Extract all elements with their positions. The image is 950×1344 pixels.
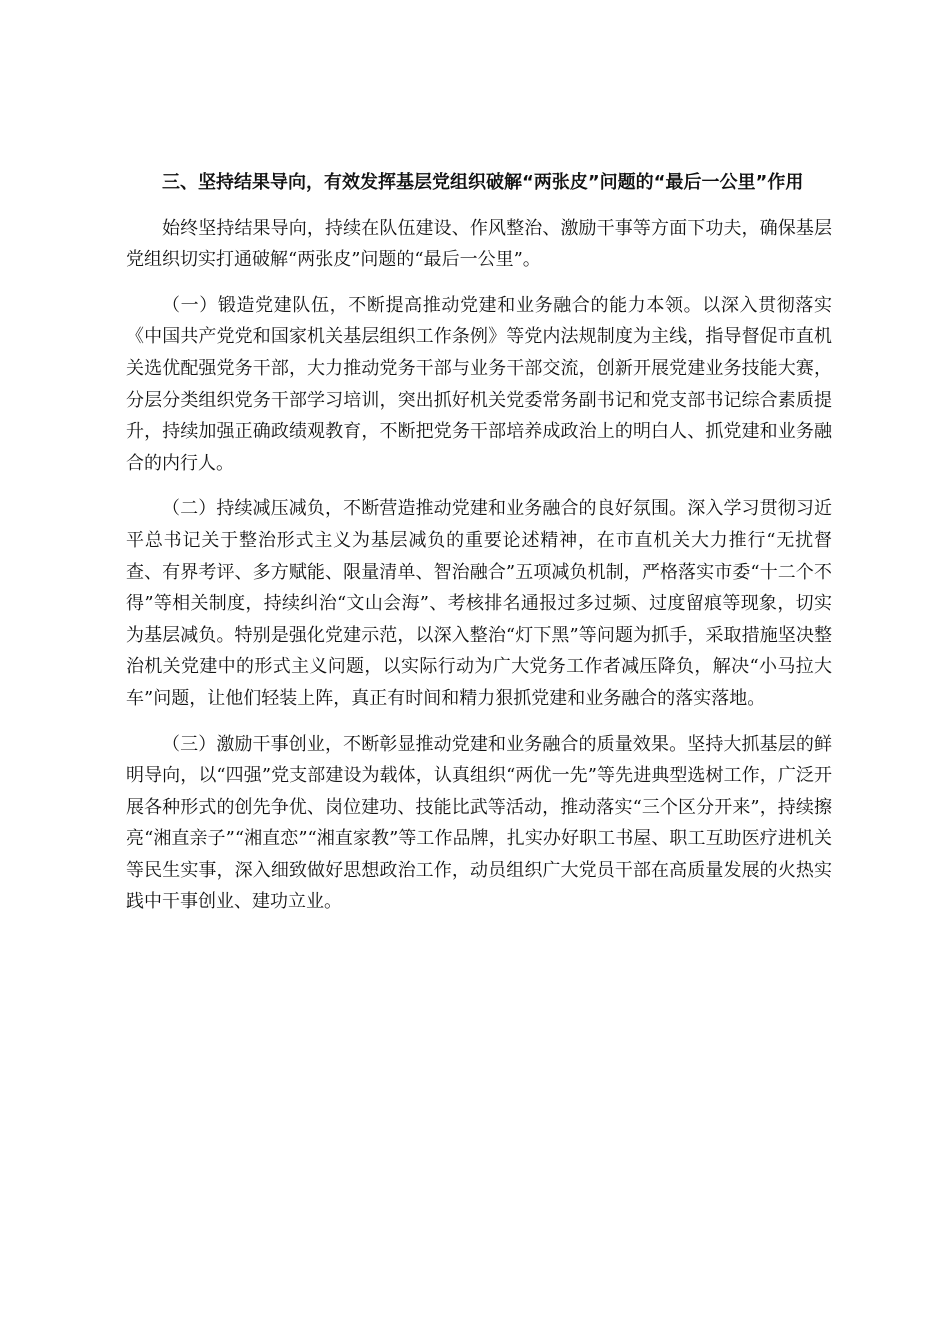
paragraph-3: （三）激励干事创业，不断彰显推动党建和业务融合的质量效果。坚持大抓基层的鲜明导向，以“四强”党支部建设为载体，认真组织“两优一先”等先进典型选树工作，广泛开展各种形式的创先争优、岗位建功、技能比武等活动，推动落实“三个区分开来”，持续擦亮“湘直亲子”“湘直恋”“湘直家教”等工作品牌，扎实办好职工书屋、职工互助医疗进机关等民生实事，深入细致做好思想政治工作，动员组织广大党员干部在高质量发展的火热实践中干事创业、建功立业。 bbox=[126, 733, 832, 913]
section-heading: 三、坚持结果导向，有效发挥基层党组织破解“两张皮”问题的“最后一公里”作用 bbox=[162, 172, 804, 193]
paragraph-1: （一）锻造党建队伍，不断提高推动党建和业务融合的能力本领。以深入贯彻落实《中国共产党党和国家机关基层组织工作条例》等党内法规制度为主线，指导督促市直机关选优配强党务干部，大力推动党务干部与业务干部交流，创新开展党建业务技能大赛，分层分类组织党务干部学习培训，突出抓好机关党委常务副书记和党支部书记综合素质提升，持续加强正确政绩观教育，不断把党务干部培养成政治上的明白人、抓党建和业务融合的内行人。 bbox=[126, 294, 832, 474]
document-body bbox=[126, 167, 832, 932]
paragraph-2: （二）持续减压减负，不断营造推动党建和业务融合的良好氛围。深入学习贯彻习近平总书记关于整治形式主义为基层减负的重要论述精神，在市直机关大力推行“无扰督查、有界考评、多方赋能、限量清单、智治融合”五项减负机制，严格落实市委“十二个不得”等相关制度，持续纠治“文山会海”、考核排名通报过多过频、过度留痕等现象，切实为基层减负。特别是强化党建示范，以深入整治“灯下黑”等问题为抓手，采取措施坚决整治机关党建中的形式主义问题，以实际行动为广大党务工作者减压降负，解决“小马拉大车”问题，让他们轻装上阵，真正有时间和精力狠抓党建和业务融合的落实落地。 bbox=[126, 498, 832, 709]
section-intro-paragraph: 始终坚持结果导向，持续在队伍建设、作风整治、激励干事等方面下功夫，确保基层党组织切实打通破解“两张皮”问题的“最后一公里”。 bbox=[126, 217, 832, 271]
